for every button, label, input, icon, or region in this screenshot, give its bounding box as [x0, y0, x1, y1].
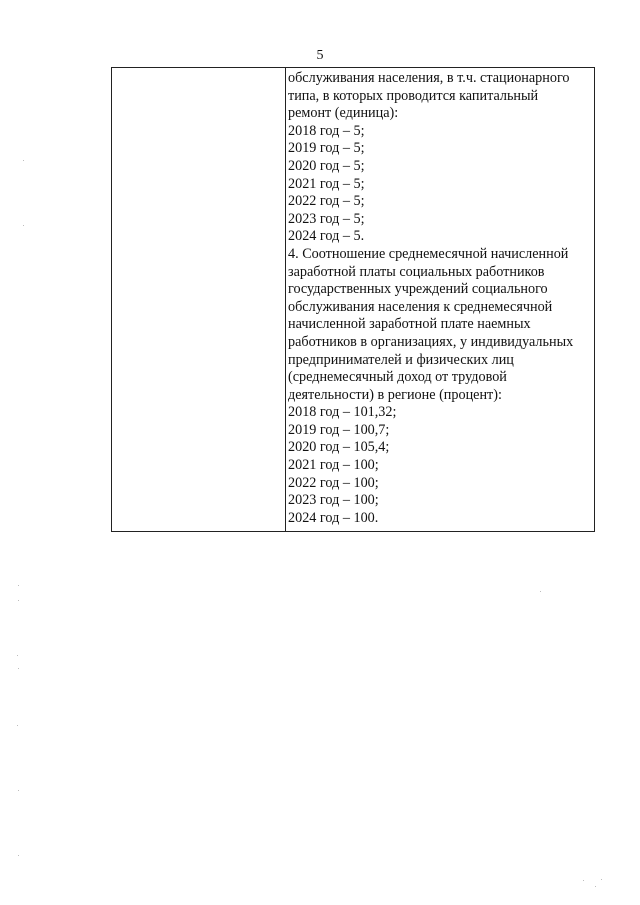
indicator-value-line: 2018 год – 101,32;	[288, 404, 397, 421]
text-line: работников в организациях, у индивидуальных	[288, 333, 574, 350]
indicator-value-line: 2018 год – 5;	[288, 122, 365, 139]
text-line: обслуживания населения, в т.ч. стационарного	[288, 70, 570, 86]
table-left-cell	[112, 68, 286, 531]
scan-speck	[18, 855, 19, 856]
text-line: ремонт (единица):	[288, 105, 399, 122]
scan-speck	[18, 585, 19, 586]
scan-speck	[17, 655, 18, 656]
text-line: обслуживания населения к среднемесячной	[288, 298, 553, 315]
scan-speck	[601, 879, 602, 880]
text-line: типа, в которых проводится капитальный	[288, 87, 539, 104]
indicator-value-line: 2019 год – 100,7;	[288, 421, 390, 438]
scan-speck	[23, 160, 24, 161]
indicator-value-line: 2021 год – 5;	[288, 175, 365, 192]
indicator-value-line: 2020 год – 105,4;	[288, 439, 390, 456]
indicator-value-line: 2023 год – 100;	[288, 492, 379, 509]
scan-speck	[18, 600, 19, 601]
scan-speck	[23, 225, 24, 226]
indicator-value-line: 2024 год – 100.	[288, 509, 379, 526]
scan-speck	[595, 886, 596, 887]
scan-speck	[583, 880, 584, 881]
indicator-value-line: 2019 год – 5;	[288, 140, 365, 157]
text-line: (среднемесячный доход от трудовой	[288, 369, 507, 386]
text-line: государственных учреждений социального	[288, 281, 548, 298]
text-line: начисленной заработной плате наемных	[288, 316, 531, 333]
scan-speck	[540, 591, 541, 592]
indicator-value-line: 2022 год – 100;	[288, 474, 379, 491]
indicator-value-line: 2020 год – 5;	[288, 157, 365, 174]
text-line: 4. Соотношение среднемесячной начисленной	[288, 245, 569, 262]
text-line: деятельности) в регионе (процент):	[288, 386, 502, 403]
scan-speck	[17, 725, 18, 726]
text-line: заработной платы социальных работников	[288, 263, 545, 280]
indicator-value-line: 2024 год – 5.	[288, 228, 365, 245]
indicator-value-line: 2021 год – 100;	[288, 457, 379, 474]
scan-speck	[18, 668, 19, 669]
indicator-value-line: 2022 год – 5;	[288, 193, 365, 210]
text-line: предпринимателей и физических лиц	[288, 351, 514, 368]
table-right-cell	[287, 70, 592, 527]
scan-speck	[18, 790, 19, 791]
indicator-value-line: 2023 год – 5;	[288, 210, 365, 227]
document-table	[111, 67, 595, 532]
page-number: 5	[316, 48, 324, 63]
